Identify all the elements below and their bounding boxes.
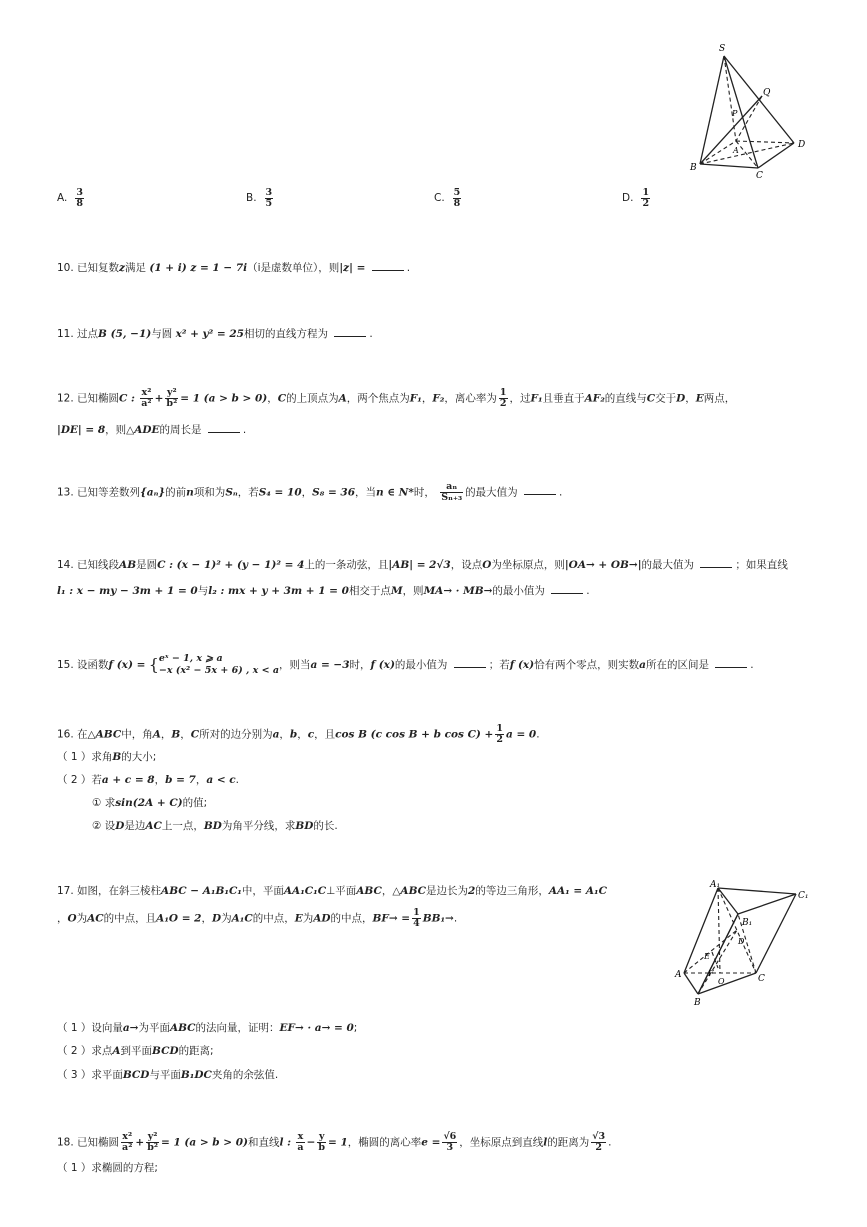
label-A: A xyxy=(733,146,739,155)
question-16-part2: （ 2 ）若a + c = 8，b = 7，a < c. xyxy=(57,774,240,786)
question-17-part3: （ 3 ）求平面BCD与平面B₁DC夹角的余弦值. xyxy=(57,1069,279,1081)
label-C1: C₁ xyxy=(798,891,809,901)
answer-blank[interactable] xyxy=(208,431,240,433)
question-17-part2: （ 2 ）求点A到平面BCD的距离; xyxy=(57,1045,214,1057)
answer-blank[interactable] xyxy=(524,493,556,495)
label-A1: A₁ xyxy=(710,880,721,890)
question-17-line2: ，O为AC的中点，且A₁O = 2，D为A₁C的中点，E为AD的中点，BF→ = $\frac{1}{4}$ BB₁→. xyxy=(57,907,458,929)
question-13: 13. 已知等差数列{aₙ}的前n项和为Sₙ，若S₄ = 10，S₈ = 36，当n ∈ N*时， $\frac{\text{aₙ}}{\text{Sₙ₊₃}}$ 的最大值为 . xyxy=(57,481,563,503)
prism-figure xyxy=(672,878,820,1008)
label-S: S xyxy=(719,44,726,54)
label-C: C xyxy=(756,171,763,180)
label-B: B xyxy=(694,998,701,1008)
label-O: O xyxy=(718,977,725,986)
question-16-part1: （ 1 ）求角B的大小; xyxy=(57,751,157,763)
option-d[interactable]: D. $\frac{1}{2}$ xyxy=(622,187,650,209)
question-14-line2: l₁ : x − my − 3m + 1 = 0与l₂ : mx + y + 3m + 1 = 0相交于点M，则MA→ · MB→的最小值为 . xyxy=(57,585,590,597)
answer-blank[interactable] xyxy=(700,566,732,568)
question-16-item2: ② 设D是边AC上一点，BD为角平分线，求BD的长. xyxy=(92,820,338,832)
label-B1: B₁ xyxy=(742,918,753,928)
label-D: D xyxy=(738,937,745,946)
question-15: 15. 设函数f (x) = { eˣ − 1, x ⩾ a −x (x² − 5x + 6) , x < a ，则当a = −3时，f (x)的最小值为 ；若f (x)恰有两个零点，则实数a所在的区间是 . xyxy=(57,653,754,676)
label-B: B xyxy=(690,163,697,173)
answer-blank[interactable] xyxy=(372,269,404,271)
question-16-item1: ① 求sin(2A + C)的值; xyxy=(92,797,208,809)
question-18: 18. 已知椭圆 $\frac{\text{x²}}{\text{a²}}$ + $\frac{\text{y²}}{\text{b²}}$ = 1 (a > b > 0)和直线l : $\frac{x}{a}$ − $\frac{y}{b}$ = 1，椭圆的离心率e = $\frac{√6}{3}$ ，坐标原点到直线l的距离为 $\frac{√3}{2}$ . xyxy=(57,1131,612,1153)
label-C: C xyxy=(758,974,765,984)
question-10: 10. 已知复数z满足 (1 + i) z = 1 − 7i（i是虚数单位），则|z| = . xyxy=(57,262,411,274)
label-D: D xyxy=(798,140,806,150)
question-17-part1: （ 1 ）设向量a→为平面ABC的法向量，证明：EF→ · a→ = 0; xyxy=(57,1022,358,1034)
question-16: 16. 在△ABC中，角A，B，C所对的边分别为a，b，c，且cos B (c cos B + b cos C) + $\frac{1}{2}$ a = 0. xyxy=(57,723,540,745)
question-17: 17. 如图，在斜三棱柱ABC − A₁B₁C₁中，平面AA₁C₁C⊥平面ABC，△ABC是边长为2的等边三角形，AA₁ = A₁C xyxy=(57,885,607,897)
question-12-line2: |DE| = 8，则△ADE的周长是 . xyxy=(57,424,247,436)
question-11: 11. 过点B (5, −1)与圆 x² + y² = 25相切的直线方程为 . xyxy=(57,328,373,340)
label-P: P xyxy=(732,109,738,118)
question-18-part1: （ 1 ）求椭圆的方程; xyxy=(57,1162,158,1174)
label-F: F xyxy=(708,969,714,978)
answer-blank[interactable] xyxy=(551,592,583,594)
option-c[interactable]: C. $\frac{5}{8}$ xyxy=(434,187,461,209)
pyramid-figure xyxy=(686,40,816,180)
answer-blank[interactable] xyxy=(334,335,366,337)
label-A: A xyxy=(675,970,682,980)
answer-blank[interactable] xyxy=(454,666,486,668)
answer-blank[interactable] xyxy=(715,666,747,668)
label-E: E xyxy=(704,952,710,961)
option-a[interactable]: A. $\frac{3}{8}$ xyxy=(57,187,83,209)
label-Q: Q xyxy=(763,88,771,98)
option-b[interactable]: B. $\frac{3}{5}$ xyxy=(246,187,273,209)
question-12: 12. 已知椭圆C : $\frac{\text{x²}}{\text{a²}}$ + $\frac{\text{y²}}{\text{b²}}$ = 1 (a > b > 0)，C的上顶点为A，两个焦点为F₁，F₂，离心率为 $\frac{1}{2}$ ，过F₁且垂直于AF₂的直线与C交于D，E两点， xyxy=(57,387,736,409)
question-14: 14. 已知线段AB是圆C : (x − 1)² + (y − 1)² = 4上的一条动弦，且|AB| = 2√3，设点O为坐标原点，则|OA→ + OB→|的最大值为 ；如果直线 xyxy=(57,559,788,571)
